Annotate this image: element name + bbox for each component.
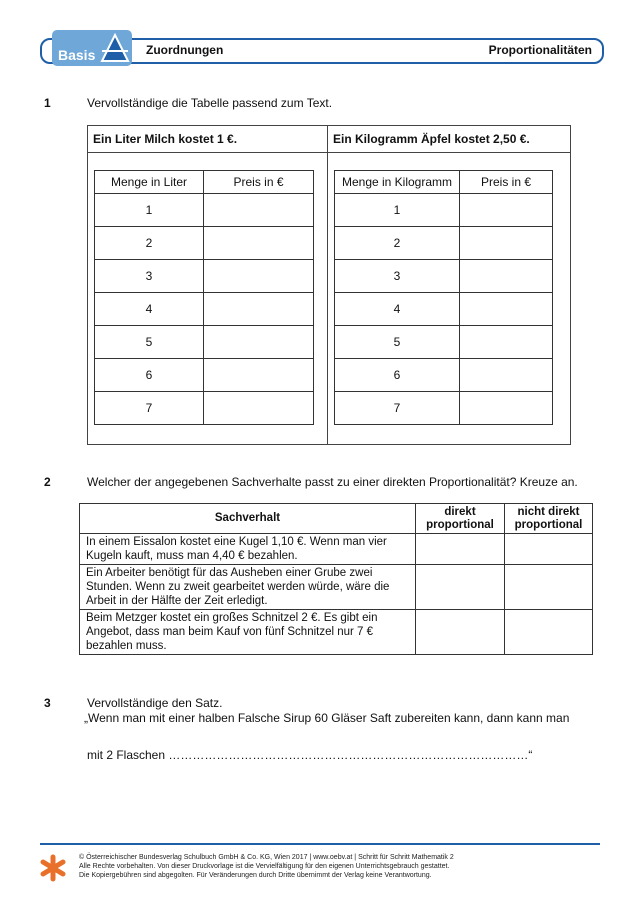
- task2-table: [79, 503, 593, 655]
- right-preis-input[interactable]: [460, 260, 553, 293]
- right-preis-input[interactable]: [460, 227, 553, 260]
- left-menge-cell: 4: [95, 293, 204, 326]
- right-menge-cell: 4: [335, 293, 460, 326]
- col-direkt-line2: proportional: [426, 518, 494, 531]
- nicht-direkt-checkbox[interactable]: [505, 534, 593, 565]
- col-sachverhalt: Sachverhalt: [80, 504, 416, 534]
- left-preis-input[interactable]: [204, 194, 314, 227]
- right-preis-input[interactable]: [460, 392, 553, 425]
- direkt-checkbox[interactable]: [416, 565, 505, 610]
- right-menge-cell: 5: [335, 326, 460, 359]
- footer-copyright: [79, 853, 539, 880]
- task1-left-table: [94, 170, 314, 425]
- footer-line2: Alle Rechte vorbehalten. Von dieser Druckvorlage ist die Vervielfältigung für den eigenen Unterrichtsgebrauch gestattet.: [79, 863, 450, 870]
- task1-right-table: [334, 170, 553, 425]
- task1-number: 1: [44, 96, 51, 110]
- right-preis-input[interactable]: [460, 194, 553, 227]
- task1-header-line: [87, 152, 570, 153]
- left-preis-input[interactable]: [204, 326, 314, 359]
- task3-sentence-line1: „Wenn man mit einer halben Falsche Sirup 60 Gläser Saft zubereiten kann, dann kann man: [84, 711, 570, 725]
- nicht-direkt-checkbox[interactable]: [505, 610, 593, 655]
- left-preis-input[interactable]: [204, 293, 314, 326]
- right-menge-cell: 1: [335, 194, 460, 227]
- left-menge-cell: 5: [95, 326, 204, 359]
- task3-instruction: Vervollständige den Satz.: [87, 696, 223, 710]
- right-menge-cell: 2: [335, 227, 460, 260]
- left-menge-cell: 1: [95, 194, 204, 227]
- col-nicht-direkt: [505, 504, 593, 534]
- left-preis-input[interactable]: [204, 260, 314, 293]
- right-menge-cell: 3: [335, 260, 460, 293]
- left-menge-cell: 3: [95, 260, 204, 293]
- footer-line3: Die Kopiergebühren sind abgegolten. Für Veränderungen durch Dritte übernimmt der Verlag keine Verantwortung.: [79, 872, 432, 879]
- left-menge-cell: 7: [95, 392, 204, 425]
- left-menge-cell: 2: [95, 227, 204, 260]
- footer-line1: © Österreichischer Bundesverlag Schulbuch GmbH & Co. KG, Wien 2017 | www.oebv.at | Schritt für Schritt Mathematik 2: [79, 854, 454, 861]
- task1-divider: [327, 125, 328, 444]
- col-direkt-line1: direkt: [444, 505, 476, 518]
- left-preis-input[interactable]: [204, 359, 314, 392]
- footer-line: [40, 843, 600, 845]
- direkt-checkbox[interactable]: [416, 610, 505, 655]
- sachverhalt-row: In einem Eissalon kostet eine Kugel 1,10 €. Wenn man vier Kugeln kauft, muss man 4,40 € bezahlen.: [80, 534, 416, 565]
- col-nicht-line2: proportional: [514, 518, 583, 531]
- left-col-menge: Menge in Liter: [95, 171, 204, 194]
- sachverhalt-row: Beim Metzger kostet ein großes Schnitzel 2 €. Es gibt ein Angebot, dass man beim Kauf von fünf Schnitzel nur 7 € bezahlen muss.: [80, 610, 416, 655]
- right-col-menge: Menge in Kilogramm: [335, 171, 460, 194]
- left-preis-input[interactable]: [204, 227, 314, 260]
- left-col-preis: Preis in €: [204, 171, 314, 194]
- right-preis-input[interactable]: [460, 359, 553, 392]
- left-menge-cell: 6: [95, 359, 204, 392]
- direkt-checkbox[interactable]: [416, 534, 505, 565]
- triangle-logo-icon: [100, 33, 130, 63]
- task2-instruction: Welcher der angegebenen Sachverhalte passt zu einer direkten Proportionalität? Kreuze an.: [87, 475, 578, 489]
- header-topic: Zuordnungen: [146, 43, 224, 57]
- header-subtopic: Proportionalitäten: [488, 43, 592, 57]
- left-preis-input[interactable]: [204, 392, 314, 425]
- task3-answer-line[interactable]: mit 2 Flaschen ………………………………………………………………………………“: [87, 748, 533, 762]
- task1-left-title: Ein Liter Milch kostet 1 €.: [93, 132, 238, 146]
- task1-right-title: Ein Kilogramm Äpfel kostet 2,50 €.: [333, 132, 530, 146]
- right-col-preis: Preis in €: [460, 171, 553, 194]
- task1-instruction: Vervollständige die Tabelle passend zum Text.: [87, 96, 333, 110]
- nicht-direkt-checkbox[interactable]: [505, 565, 593, 610]
- task2-number: 2: [44, 475, 51, 489]
- right-menge-cell: 6: [335, 359, 460, 392]
- col-nicht-line1: nicht direkt: [517, 505, 580, 518]
- right-preis-input[interactable]: [460, 293, 553, 326]
- basis-logo: [52, 30, 132, 66]
- col-direkt: [416, 504, 505, 534]
- asterisk-logo-icon: [40, 854, 66, 882]
- logo-text: Basis: [58, 47, 96, 63]
- right-menge-cell: 7: [335, 392, 460, 425]
- sachverhalt-row: Ein Arbeiter benötigt für das Ausheben einer Grube zwei Stunden. Wenn zu zweit gearbeitet werden würde, wäre die Arbeit in der Hälfte der Zeit erledigt.: [80, 565, 416, 610]
- right-preis-input[interactable]: [460, 326, 553, 359]
- task3-number: 3: [44, 696, 51, 710]
